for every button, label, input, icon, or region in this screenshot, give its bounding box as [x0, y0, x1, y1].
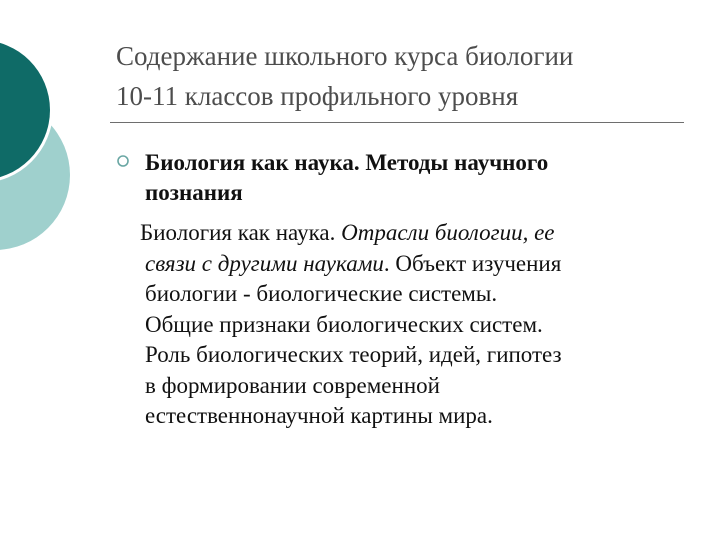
- body-line-3: биологии - биологические системы.: [145, 281, 498, 306]
- hollow-circle-bullet-icon: [116, 154, 130, 168]
- body-line-5: Роль биологических теорий, идей, гипотез: [145, 342, 562, 367]
- heading-line-1: Биология как наука. Методы научного: [145, 150, 549, 175]
- decorative-circles: [0, 0, 120, 290]
- body-text-1b-italic: Отрасли биологии, ее: [341, 220, 555, 245]
- bullet-body: [140, 218, 700, 432]
- title-line-1: Содержание школьного курса биологии: [116, 41, 574, 71]
- body-line-2: [140, 249, 700, 280]
- body-text-2a-italic: связи с другими науками: [145, 250, 384, 276]
- title-line-2: 10-11 классов профильного уровня: [116, 81, 519, 111]
- slide-title: [116, 36, 696, 116]
- body-line-7: естественнонаучной картины мира.: [145, 403, 493, 428]
- title-divider: [110, 122, 684, 123]
- body-line-4: Общие признаки биологических систем.: [145, 311, 543, 337]
- body-text-1a: Биология как наука.: [140, 220, 342, 245]
- heading-line-2: познания: [145, 180, 243, 205]
- body-text-2b: . Объект изучения: [383, 250, 562, 276]
- bullet-heading: [145, 148, 705, 208]
- body-line-6: в формировании современной: [145, 372, 440, 398]
- body-line-1: [140, 218, 700, 249]
